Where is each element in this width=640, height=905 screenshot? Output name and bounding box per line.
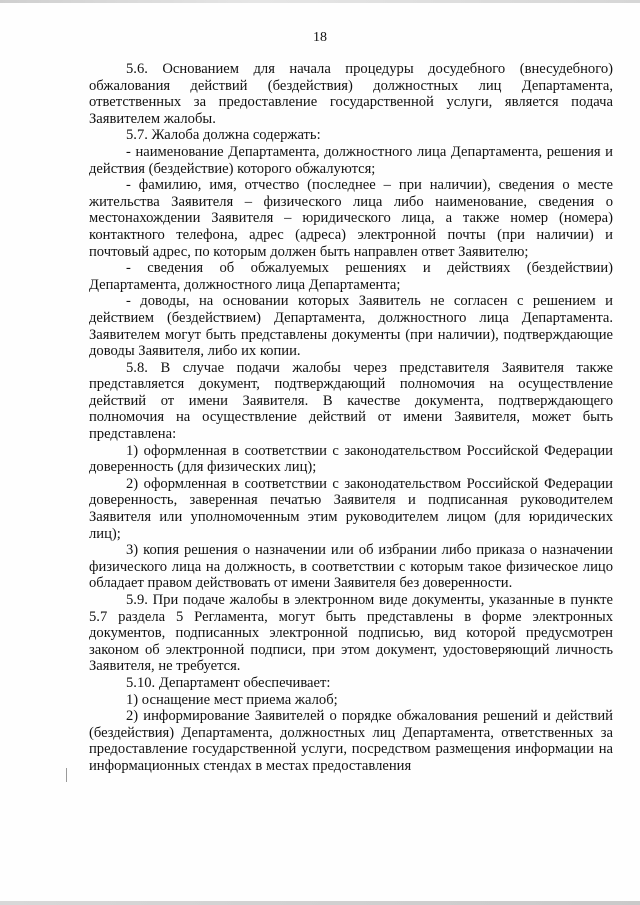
list-item-complaint-reception-equipment: 1) оснащение мест приема жалоб; [126,691,338,708]
list-item-power-of-attorney-legal-entities: 2) оформленная в соответствии с законодательством Российской Федерации доверенность, заверенная печатью Заявителя и подписанная руководителем Заявителя или уполномоченным этим руководителем лицом (для юридических лиц); [89,475,613,542]
list-item-appointment-decision-copy: 3) копия решения о назначении или об избрании либо приказа о назначении физического лица на должность, в соответствии с которым такое физическое лицо обладает правом действовать от имени Заявителя без доверенности. [89,542,613,592]
margin-pen-mark [66,768,67,782]
document-body [89,61,613,775]
list-item-informing-applicants: 2) информирование Заявителей о порядке обжалования решений и действий (бездействия) Департамента, должностных лиц Департамента, ответственных за предоставление государственной услуги, посредством размещения информации на информационных стендах в местах предоставления [89,708,613,774]
paragraph-5-10: 5.10. Департамент обеспечивает: [126,674,331,691]
page-number: 18 [313,30,327,45]
list-item-appealed-decisions: - сведения об обжалуемых решениях и действиях (бездействии) Департамента, должностного лица Департамента; [89,260,613,293]
paragraph-5-8: 5.8. В случае подачи жалобы через представителя Заявителя также представляется документ, подтверждающий полномочия на осуществление действий от имени Заявителя. В качестве документа, подтверждающего полномочия на осуществление действий от имени Заявителя, может быть представлена: [89,359,613,443]
paragraph-5-7: 5.7. Жалоба должна содержать: [126,127,321,144]
paragraph-5-6: 5.6. Основанием для начала процедуры досудебного (внесудебного) обжалования действий (бездействия) должностных лиц Департамента, ответственных за предоставление государственной услуги, является подача Заявителем жалобы. [89,61,613,127]
bottom-scan-edge [0,901,640,905]
top-scan-edge [0,0,640,3]
list-item-arguments: - доводы, на основании которых Заявитель не согласен с решением и действием (бездействием) Департамента, должностного лица Департамента. Заявителем могут быть представлены документы (при наличии), подтверждающие доводы Заявителя, либо их копии. [89,293,613,360]
list-item-power-of-attorney-individuals: 1) оформленная в соответствии с законодательством Российской Федерации доверенность (для физических лиц); [89,442,613,476]
paragraph-5-9: 5.9. При подаче жалобы в электронном виде документы, указанные в пункте 5.7 раздела 5 Регламента, могут быть представлены в форме электронных документов, подписанных электронной подписью, вид которой предусмотрен законом об электронной подписи, при этом документ, удостоверяющий личность Заявителя, не требуется. [89,592,613,675]
list-item-applicant-details: - фамилию, имя, отчество (последнее – при наличии), сведения о месте жительства Заявителя – физического лица либо наименование, сведения о местонахождении Заявителя – юридического лица, а также номер (номера) контактного телефона, адрес (адреса) электронной почты (при наличии) и почтовый адрес, по которым должен быть направлен ответ Заявителю; [89,177,613,260]
list-item-department-name: - наименование Департамента, должностного лица Департамента, решения и действия (бездействие) которого обжалуются; [89,143,613,177]
